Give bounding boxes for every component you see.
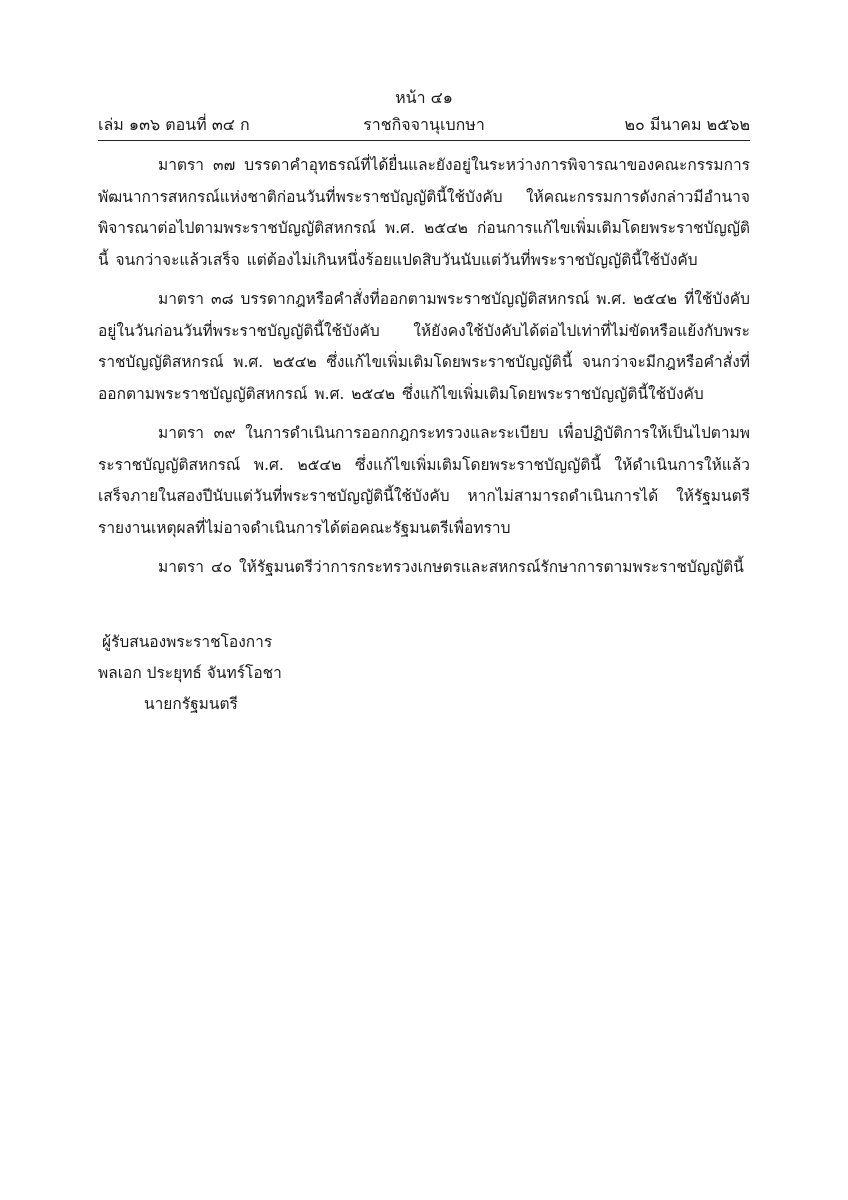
- volume-issue: เล่ม ๑๓๖ ตอนที่ ๓๔ ก: [98, 115, 250, 134]
- signatory-name: พลเอก ประยุทธ์ จันทร์โอชา: [98, 664, 282, 682]
- countersign-label: ผู้รับสนองพระราชโองการ: [102, 633, 273, 651]
- header-divider: [98, 140, 750, 141]
- signatory-title: นายกรัฐมนตรี: [144, 695, 238, 713]
- page-number: หน้า ๔๑: [395, 88, 453, 107]
- gazette-name: ราชกิจจานุเบกษา: [363, 115, 485, 134]
- section-39: มาตรา ๓๙ ในการดำเนินการออกกฎกระทรวงและระเบียบ เพื่อปฏิบัติการให้เป็นไปตามพระราชบัญญัติสหกรณ์ พ.ศ. ๒๕๔๒ ซึ่งแก้ไขเพิ่มเติมโดยพระราชบัญญัตินี้ ให้ดำเนินการให้แล้วเสร็จภายในสองปีนับแต่วันที่พระราชบัญญัตินี้ใช้บังคับ หากไม่สามารถดำเนินการได้ ให้รัฐมนตรีรายงานเหตุผลที่ไม่อาจดำเนินการได้ต่อคณะรัฐมนตรีเพื่อทราบ: [98, 424, 750, 537]
- section-37: มาตรา ๓๗ บรรดาคำอุทธรณ์ที่ได้ยื่นและยังอยู่ในระหว่างการพิจารณาของคณะกรรมการพัฒนาการสหกรณ์แห่งชาติก่อนวันที่พระราชบัญญัตินี้ใช้บังคับ ให้คณะกรรมการดังกล่าวมีอำนาจพิจารณาต่อไปตามพระราชบัญญัติสหกรณ์ พ.ศ. ๒๕๔๒ ก่อนการแก้ไขเพิ่มเติมโดยพระราชบัญญัตินี้ จนกว่าจะแล้วเสร็จ แต่ต้องไม่เกินหนึ่งร้อยแปดสิบวันนับแต่วันที่พระราชบัญญัตินี้ใช้บังคับ: [98, 156, 750, 269]
- section-40: มาตรา ๔๐ ให้รัฐมนตรีว่าการกระทรวงเกษตรและสหกรณ์รักษาการตามพระราชบัญญัตินี้: [158, 558, 744, 576]
- section-38: มาตรา ๓๘ บรรดากฎหรือคำสั่งที่ออกตามพระราชบัญญัติสหกรณ์ พ.ศ. ๒๕๔๒ ที่ใช้บังคับอยู่ในวันก่อนวันที่พระราชบัญญัตินี้ใช้บังคับ ให้ยังคงใช้บังคับได้ต่อไปเท่าที่ไม่ขัดหรือแย้งกับพระราชบัญญัติสหกรณ์ พ.ศ. ๒๕๔๒ ซึ่งแก้ไขเพิ่มเติมโดยพระราชบัญญัตินี้ จนกว่าจะมีกฎหรือคำสั่งที่ออกตามพระราชบัญญัติสหกรณ์ พ.ศ. ๒๕๔๒ ซึ่งแก้ไขเพิ่มเติมโดยพระราชบัญญัตินี้ใช้บังคับ: [98, 290, 750, 403]
- gazette-header: [98, 113, 750, 137]
- publication-date: ๒๐ มีนาคม ๒๕๖๒: [624, 115, 750, 134]
- signature-block: [98, 627, 498, 720]
- document-body: [98, 150, 750, 592]
